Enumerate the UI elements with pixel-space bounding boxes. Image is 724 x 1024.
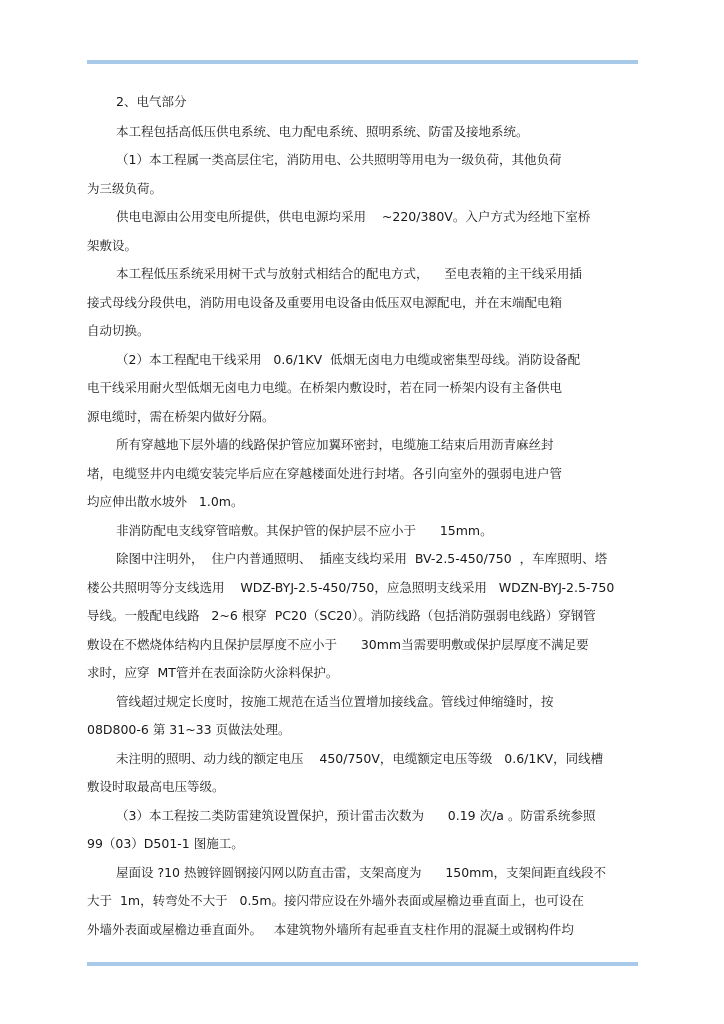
paragraph-line: 屋面设 ?10 热镀锌圆钢接闪网以防直击雷，支架高度为 150mm，支架间距直线段不 <box>116 865 607 880</box>
paragraph-line: 电干线采用耐火型低烟无卤电力电缆。在桥架内敷设时，若在同一桥架内设有主备供电 <box>87 380 563 395</box>
paragraph-line: 管线超过规定长度时，按施工规范在适当位置增加接线盒。管线过伸缩缝时，按 <box>116 694 554 709</box>
paragraph-line: 除图中注明外， 住户内普通照明、 插座支线均采用 BV-2.5-450/750 ，车库照明、塔 <box>116 551 608 566</box>
paragraph-line: 大于 1m，转弯处不大于 0.5m。接闪带应设在外墙外表面或屋檐边垂直面上，也可设在 <box>87 893 585 908</box>
paragraph-line: 求时，应穿 MT管并在表面涂防火涂料保护。 <box>87 665 339 680</box>
paragraph-line: 均应伸出散水坡外 1.0m。 <box>87 494 244 509</box>
paragraph-line: 接式母线分段供电，消防用电设备及重要用电设备由低压双电源配电，并在末端配电箱 <box>87 295 563 310</box>
paragraph-line: （1）本工程属一类高层住宅，消防用电、公共照明等用电为一级负荷，其他负荷 <box>116 152 562 167</box>
paragraph-line: 自动切换。 <box>87 323 150 338</box>
paragraph-line: （2）本工程配电干线采用 0.6/1KV 低烟无卤电力电缆或密集型母线。消防设备配 <box>116 352 581 367</box>
paragraph-line: 导线。一般配电线路 2~6 根穿 PC20（SC20）。消防线路（包括消防强弱电线路）穿钢管 <box>87 608 596 623</box>
paragraph-line: 为三级负荷。 <box>87 181 163 196</box>
paragraph-line: 楼公共照明等分支线选用 WDZ-BYJ-2.5-450/750，应急照明支线采用 WDZN-BYJ-2.5-750 <box>87 580 615 595</box>
paragraph-line: 外墙外表面或屋檐边垂直面外。 本建筑物外墙所有起垂直支柱作用的混凝土或钢构件均 <box>87 922 574 937</box>
footer-rule <box>87 962 638 966</box>
paragraph-line: 架敷设。 <box>87 238 138 253</box>
paragraph-line: （3）本工程按二类防雷建筑设置保护，预计雷击次数为 0.19 次/a 。防雷系统参照 <box>116 808 596 823</box>
header-rule <box>87 60 638 64</box>
paragraph-line: 本工程包括高低压供电系统、电力配电系统、照明系统、防雷及接地系统。 <box>116 124 529 139</box>
paragraph-line: 非消防配电支线穿管暗敷。其保护管的保护层不应小于 15mm。 <box>116 523 493 538</box>
paragraph-line: 未注明的照明、动力线的额定电压 450/750V，电缆额定电压等级 0.6/1KV，同线槽 <box>116 751 604 766</box>
paragraph-line: 堵，电缆竖井内电缆安装完毕后应在穿越楼面处进行封堵。各引向室外的强弱电进户管 <box>87 466 563 481</box>
paragraph-line: 敷设在不燃烧体结构内且保护层厚度不应小于 30mm当需要明敷或保护层厚度不满足要 <box>87 637 589 652</box>
paragraph-line: 08D800-6 第 31~33 页做法处理。 <box>87 722 291 737</box>
paragraph-line: 所有穿越地下层外墙的线路保护管应加翼环密封，电缆施工结束后用沥青麻丝封 <box>116 437 554 452</box>
paragraph-line: 99（03）D501-1 图施工。 <box>87 836 244 851</box>
paragraph-line: 本工程低压系统采用树干式与放射式相结合的配电方式， 至电表箱的主干线采用插 <box>116 266 582 281</box>
paragraph-line: 源电缆时，需在桥架内做好分隔。 <box>87 409 275 424</box>
section-heading: 2、电气部分 <box>116 94 187 109</box>
paragraph-line: 供电电源由公用变电所提供，供电电源均采用 ~220/380V。入户方式为经地下室桥 <box>116 209 591 224</box>
paragraph-line: 敷设时取最高电压等级。 <box>87 779 225 794</box>
